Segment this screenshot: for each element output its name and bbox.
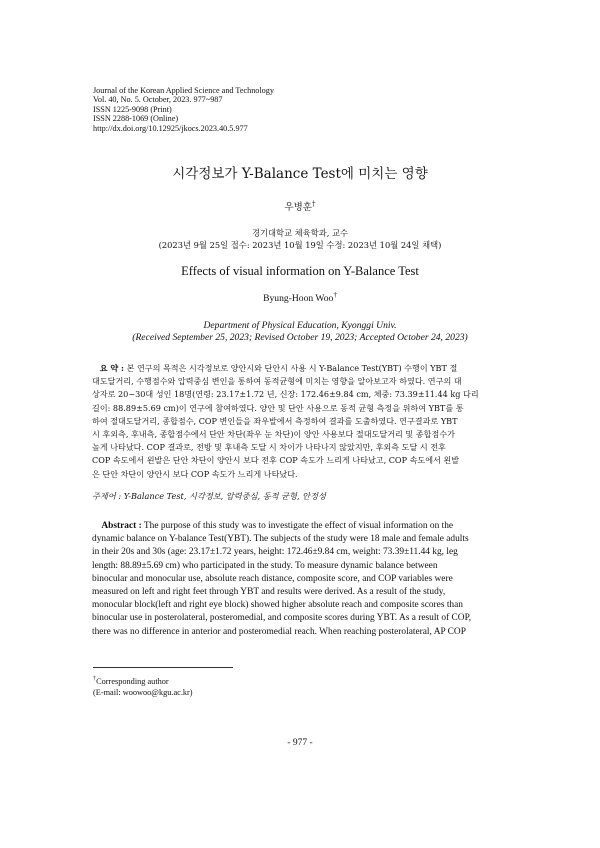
affiliation-english: Department of Physical Education, Kyonggi Univ. <box>203 320 397 331</box>
abstract-korean-line: 상자로 20~30대 성인 18명(연령: 23.17±1.72 년, 신장: 172.46±9.84 cm, 체중: 73.39±11.44 kg 다리 <box>92 389 479 400</box>
corresponding-mark: † <box>93 675 97 683</box>
abstract-english-line: binocular use in posterolateral, posteromedial, and composite scores during YBT. As a result of COP, <box>92 613 472 624</box>
footnote-corresponding <box>93 676 193 687</box>
title-english: Effects of visual information on Y-Balance Test <box>181 264 419 278</box>
journal-doi: http://dx.doi.org/10.12925/jkocs.2023.40.5.977 <box>93 123 248 133</box>
journal-issn-online: ISSN 2288-1069 (Online) <box>93 114 179 124</box>
journal-info <box>93 86 274 133</box>
footnote <box>93 676 193 698</box>
abstract-korean-line: 하여 절대도달거리, 종합점수, COP 변인들을 좌우발에서 측정하여 결과를 도출하였다. 연구결과로 YBT <box>92 415 458 426</box>
dates-korean: (2023년 9월 25일 접수: 2023년 10월 19일 수정: 2023년 10월 24일 채택) <box>158 240 442 250</box>
abstract-english <box>92 520 507 639</box>
author-korean <box>0 199 600 213</box>
abstract-korean-line: 높게 나타났다. COP 결과로, 전방 및 후내측 도달 시 차이가 나타나지 않았지만, 후외측 도달 시 전후 <box>92 442 446 453</box>
abstract-english-text: The purpose of this study was to investigate the effect of visual information on the <box>143 521 454 531</box>
author-english-name: Byung-Hoon Woo <box>263 293 334 304</box>
abstract-english-lead: Abstract : <box>101 521 142 531</box>
abstract-korean-line <box>92 362 507 375</box>
footnote-email: (E-mail: woowoo@kgu.ac.kr) <box>93 688 193 697</box>
corresponding-mark: † <box>311 198 316 208</box>
title-korean: 시각정보가 Y-Balance Test에 미치는 영향 <box>172 166 428 182</box>
keywords-korean: 주제어 : Y-Balance Test, 시각정보, 압력중심, 동적 균형, 안정성 <box>92 491 326 501</box>
abstract-korean-line: 시 후외측, 후내측, 종합점수에서 단안 차단(좌우 눈 차단)이 양안 사용보다 절대도달거리 및 종합점수가 <box>92 429 455 440</box>
abstract-korean-lead: 요 약 : <box>99 363 124 373</box>
abstract-korean-line: 대도달거리, 수행점수와 압력중심 변인을 통하여 동적균형에 미치는 영향을 알아보고자 하였다. 연구의 대 <box>92 376 462 387</box>
abstract-english-line: length: 88.89±5.69 cm) who participated in the study. To measure dynamic balance between <box>92 560 438 571</box>
author-korean-name: 우병훈 <box>284 202 312 213</box>
abstract-english-line: monocular block(left and right eye block) showed higher absolute reach and composite scores than <box>92 600 463 611</box>
journal-volume: Vol. 40, No. 5. October, 2023. 977~987 <box>93 95 223 105</box>
abstract-english-line: binocular and monocular use, absolute reach distance, composite score, and COP variables were <box>92 573 453 584</box>
abstract-korean-line: 은 단안 차단이 양안시 보다 COP 속도가 느리게 나타났다. <box>92 468 298 479</box>
footnote-corresponding-label: Corresponding author <box>96 677 169 686</box>
abstract-english-line: in their 20s and 30s (age: 23.17±1.72 years, height: 172.46±9.84 cm, weight: 73.39±11.44 kg, leg <box>92 547 458 558</box>
abstract-english-line <box>92 520 507 533</box>
abstract-korean-text: 본 연구의 목적은 시각정보로 양안시와 단안시 사용 시 Y-Balance Test(YBT) 수행이 YBT 절 <box>126 363 458 373</box>
abstract-english-line: dynamic balance on Y-balance Test(YBT). The subjects of the study were 18 male and female adults <box>92 534 469 545</box>
journal-issn-print: ISSN 1225-9098 (Print) <box>93 104 172 114</box>
page-number: - 977 - <box>287 738 313 748</box>
abstract-korean-line: COP 속도에서 왼발은 단안 차단이 양안시 보다 전후 COP 속도가 느리게 나타났고, COP 속도에서 왼발 <box>92 455 460 466</box>
footnote-divider <box>93 667 233 668</box>
abstract-korean <box>92 362 507 481</box>
abstract-english-line: there was no difference in anterior and posteromedial reach. When reaching posterolateral, AP COP <box>92 626 466 637</box>
abstract-english-line: measured on left and right feet through YBT and results were derived. As a result of the study, <box>92 587 446 598</box>
affiliation-korean: 경기대학교 체육학과, 교수 <box>251 228 349 238</box>
corresponding-mark: † <box>333 290 337 299</box>
journal-name: Journal of the Korean Applied Science and Technology <box>93 86 274 95</box>
abstract-korean-line: 길이: 88.89±5.69 cm)이 연구에 참여하였다. 양안 및 단안 사용으로 동적 균형 측정을 위하여 YBT를 통 <box>92 402 464 413</box>
dates-english: (Received September 25, 2023; Revised October 19, 2023; Accepted October 24, 2023) <box>132 332 468 343</box>
author-english <box>0 290 600 304</box>
